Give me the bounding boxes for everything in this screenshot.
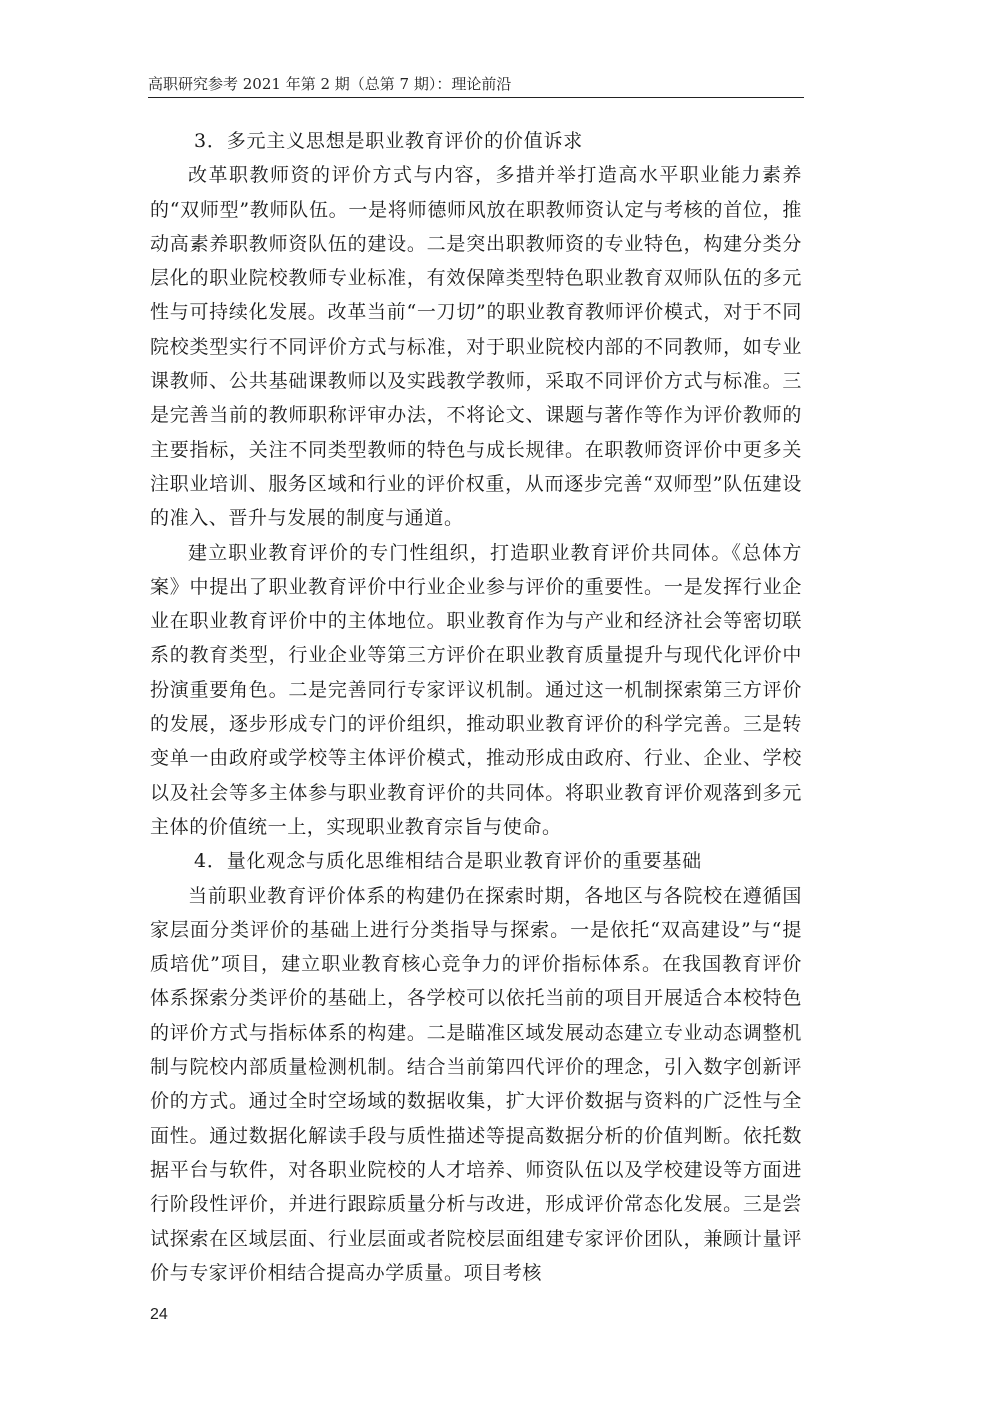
article-body <box>150 124 802 1290</box>
section-heading: 4．量化观念与质化思维相结合是职业教育评价的重要基础 <box>194 850 702 873</box>
running-header: 高职研究参考 2021 年第 2 期（总第 7 期）：理论前沿 <box>148 75 512 93</box>
header-divider <box>148 97 804 98</box>
body-paragraph: 当前职业教育评价体系的构建仍在探索时期，各地区与各院校在遵循国家层面分类评价的基础上进行分类指导与探索。一是依托“双高建设”与“提质培优”项目，建立职业教育核心竞争力的评价指标体系。在我国教育评价体系探索分类评价的基础上，各学校可以依托当前的项目开展适合本校特色的评价方式与指标体系的构建。二是瞄准区域发展动态建立专业动态调整机制与院校内部质量检测机制。结合当前第四代评价的理念，引入数字创新评价的方式。通过全时空场域的数据收集，扩大评价数据与资料的广泛性与全面性。通过数据化解读手段与质性描述等提高数据分析的价值判断。依托数据平台与软件，对各职业院校的人才培养、师资队伍以及学校建设等方面进行阶段性评价，并进行跟踪质量分析与改进，形成评价常态化发展。三是尝试探索在区域层面、行业层面或者院校层面组建专家评价团队，兼顾计量评价与专家评价相结合提高办学质量。项目考核 <box>150 884 802 1284</box>
section-heading: 3．多元主义思想是职业教育评价的价值诉求 <box>194 130 584 152</box>
body-paragraph: 建立职业教育评价的专门性组织，打造职业教育评价共同体。《总体方案》中提出了职业教育评价中行业企业参与评价的重要性。一是发挥行业企业在职业教育评价中的主体地位。职业教育作为与产业和经济社会等密切联系的教育类型，行业企业等第三方评价在职业教育质量提升与现代化评价中扮演重要角色。二是完善同行专家评议机制。通过这一机制探索第三方评价的发展，逐步形成专门的评价组织，推动职业教育评价的科学完善。三是转变单一由政府或学校等主体评价模式，推动形成由政府、行业、企业、学校以及社会等多主体参与职业教育评价的共同体。将职业教育评价观落到多元主体的价值统一上，实现职业教育宗旨与使命。 <box>150 541 802 838</box>
body-paragraph: 改革职教师资的评价方式与内容，多措并举打造高水平职业能力素养的“双师型”教师队伍。一是将师德师风放在职教师资认定与考核的首位，推动高素养职教师资队伍的建设。二是突出职教师资的专业特色，构建分类分层化的职业院校教师专业标准，有效保障类型特色职业教育双师队伍的多元性与可持续化发展。改革当前“一刀切”的职业教育教师评价模式，对于不同院校类型实行不同评价方式与标准，对于职业院校内部的不同教师，如专业课教师、公共基础课教师以及实践教学教师，采取不同评价方式与标准。三是完善当前的教师职称评审办法，不将论文、课题与著作等作为评价教师的主要指标，关注不同类型教师的特色与成长规律。在职教师资评价中更多关注职业培训、服务区域和行业的评价权重，从而逐步完善“双师型”队伍建设的准入、晋升与发展的制度与通道。 <box>150 164 802 530</box>
page-number: 24 <box>150 1306 168 1323</box>
